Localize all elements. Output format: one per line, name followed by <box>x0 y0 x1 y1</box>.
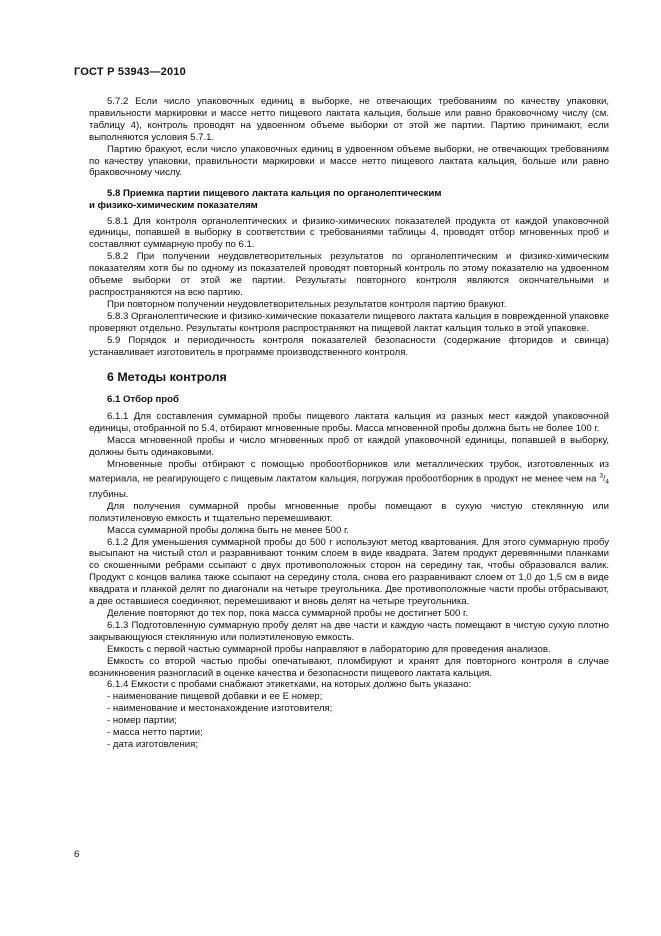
label-list-item: - дата изготовления; <box>107 738 198 750</box>
paragraph-5-8-3: 5.8.3 Органолептические и физико-химические показатели пищевого лактата кальция в поврежденной упаковке проверяют отдельно. Результаты контроля распространяют на пищевой лактат кальция только в этой упаковке. <box>89 310 609 334</box>
page-number: 6 <box>74 849 80 860</box>
paragraph-6-1-4: 6.1.4 Емкости с пробами снабжают этикетками, на которых должно быть указано: <box>107 679 472 691</box>
label-list-item: - номер партии; <box>107 715 177 727</box>
paragraph-5-8-1: 5.8.1 Для контроля органолептических и физико-химических показателей продукта от каждой упаковочной единицы, попавшей в выборку в соответствии с требованиями таблицы 4, проводят отбор мгновенных проб и составляют суммарную пробу по 6.1. <box>89 215 609 251</box>
paragraph-second-part: Емкость со второй частью пробы опечатывают, пломбируют и хранят для повторного контроля в случае возникновения разногласий в оценке качества и безопасности пищевого лактата кальция. <box>89 655 609 679</box>
paragraph-total-mass: Масса суммарной пробы должна быть не менее 500 г. <box>107 524 349 536</box>
paragraph-first-part: Емкость с первой частью суммарной пробы направляют в лабораторию для проведения анализов. <box>107 643 551 655</box>
section-6-title: 6 Методы контроля <box>107 370 227 385</box>
fraction-numerator: 3 <box>599 472 604 480</box>
paragraph-division-repeat: Деление повторяют до тех пор, пока масса суммарной пробы не достигнет 500 г. <box>107 607 468 619</box>
fraction-denominator: 4 <box>605 479 609 486</box>
fraction-three-quarters: $^3/_4$ <box>599 472 609 486</box>
paragraph-5-7-2: 5.7.2 Если число упаковочных единиц в выборке, не отвечающих требованиям по качеству упаковки, правильности маркировки и массе нетто пищевого лактата кальция, больше или равно браковочному числу (см. таблицу 4), контроль проводят на удвоенном объеме выборки от этой же партии. Партию принимают, если выполняются условия 5.7.1. <box>89 96 609 143</box>
heading-5-8-line2: и физико-химическим показателям <box>89 199 258 211</box>
paragraph-instant-mass: Масса мгновенной пробы и число мгновенных проб от каждой упаковочной единицы, попавшей в выборку, должны быть одинаковыми. <box>89 435 609 458</box>
instant-sampling-text: Мгновенные пробы отбирают с помощью пробоотборников или металлических трубок, изготовленных из материала, не реагирующего с пищевым лактатом кальция, погружая пробоотборник в продукт не менее чем на <box>89 458 609 485</box>
paragraph-repeat-reject: При повторном получении неудовлетворительных результатов контроля партию бракуют. <box>107 298 507 310</box>
paragraph-instant-sampling <box>89 459 609 501</box>
label-list-item: - наименование пищевой добавки и ее Е номер; <box>107 691 323 703</box>
document-code-header: ГОСТ Р 53943—2010 <box>74 66 186 78</box>
paragraph-5-8-2: 5.8.2 При получении неудовлетворительных результатов по органолептическим и физико-химическим показателям хотя бы по одному из показателей проводят повторный контроль по этому показателю на удвоенном объеме выборки от этой же партии. Результаты повторного контроля являются окончательными и распространяются на всю партию. <box>89 251 609 298</box>
paragraph-reject: Партию бракуют, если число упаковочных единиц в удвоенном объеме выборки, не отвечающих требованиям по качеству упаковки, правильности маркировки и массе нетто пищевого лактата кальция, больше или равно браковочному числу. <box>89 143 609 179</box>
heading-5-8-line1: 5.8 Приемка партии пищевого лактата кальция по органолептическим <box>107 188 442 200</box>
document-body <box>89 96 609 751</box>
paragraph-6-1-2: 6.1.2 Для уменьшения суммарной пробы до 500 г используют метод квартования. Для этого суммарную пробу высыпают на чистый стол и разравнивают тонким слоем в виде квадрата. Затем продукт деревянными планками со скошенными ребрами ссыпают с двух противоположных сторон на середину так, чтобы образовался валик. Продукт с концов валика также ссыпают на середину стола, снова его разравнивают слоем от 1,0 до 1,5 см в виде квадрата и планкой делят по диагонали на четыре треугольника. Две противоположные части пробы отбрасывают, а две оставшиеся соединяют, перемешивают и вновь делят на четыре треугольника. <box>89 536 609 608</box>
heading-5-8 <box>89 188 609 211</box>
paragraph-5-9: 5.9 Порядок и периодичность контроля показателей безопасности (содержание фторидов и свинца) устанавливает изготовитель в программе производственного контроля. <box>89 334 609 358</box>
paragraph-combined-sample: Для получения суммарной пробы мгновенные пробы помещают в сухую чистую стеклянную или полиэтиленовую емкость и тщательно перемешивают. <box>89 500 609 524</box>
instant-sampling-end: глубины. <box>89 488 129 500</box>
paragraph-6-1-3: 6.1.3 Подготовленную суммарную пробу делят на две части и каждую часть помещают в чистую сухую плотно закрывающуюся стеклянную или полиэтиленовую емкость. <box>89 619 609 643</box>
subsection-6-1-title: 6.1 Отбор проб <box>107 394 179 406</box>
paragraph-6-1-1: 6.1.1 Для составления суммарной пробы пищевого лактата кальция из разных мест каждой упаковочной единицы, отобранной по 5.4, отбирают мгновенные пробы. Масса мгновенной пробы должна быть не более 100 г. <box>89 411 609 435</box>
label-list-item: - наименование и местонахождение изготовителя; <box>107 703 333 715</box>
label-list-item: - масса нетто партии; <box>107 727 203 739</box>
